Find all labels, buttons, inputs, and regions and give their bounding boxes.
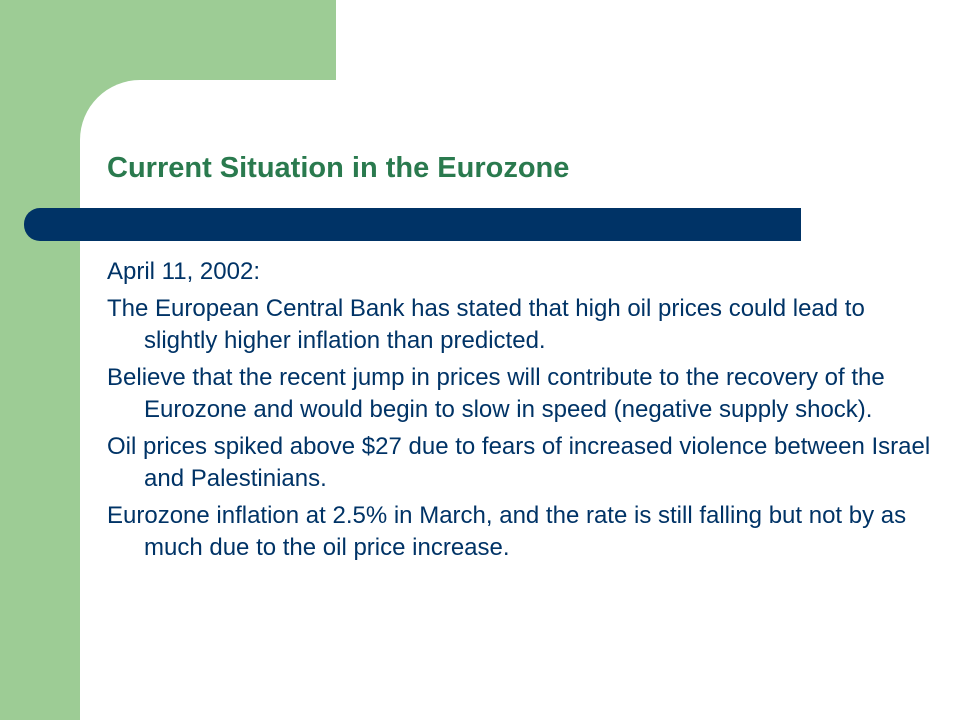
body-paragraph-ecb-statement: The European Central Bank has stated that high oil prices could lead to slightly higher inflation than predicted.	[107, 295, 865, 354]
body-paragraph-recovery: Believe that the recent jump in prices will contribute to the recovery of the Eurozone and would begin to slow in speed (negative supply shock).	[107, 364, 885, 423]
body-paragraph-oil-prices: Oil prices spiked above $27 due to fears of increased violence between Israel and Palestinians.	[107, 433, 931, 492]
body-paragraph-inflation: Eurozone inflation at 2.5% in March, and the rate is still falling but not by as much due to the oil price increase.	[107, 502, 907, 561]
title-divider-bar	[24, 208, 801, 241]
slide-body	[107, 256, 937, 569]
body-paragraph-date: April 11, 2002:	[107, 258, 260, 285]
slide-title: Current Situation in the Eurozone	[107, 152, 570, 184]
